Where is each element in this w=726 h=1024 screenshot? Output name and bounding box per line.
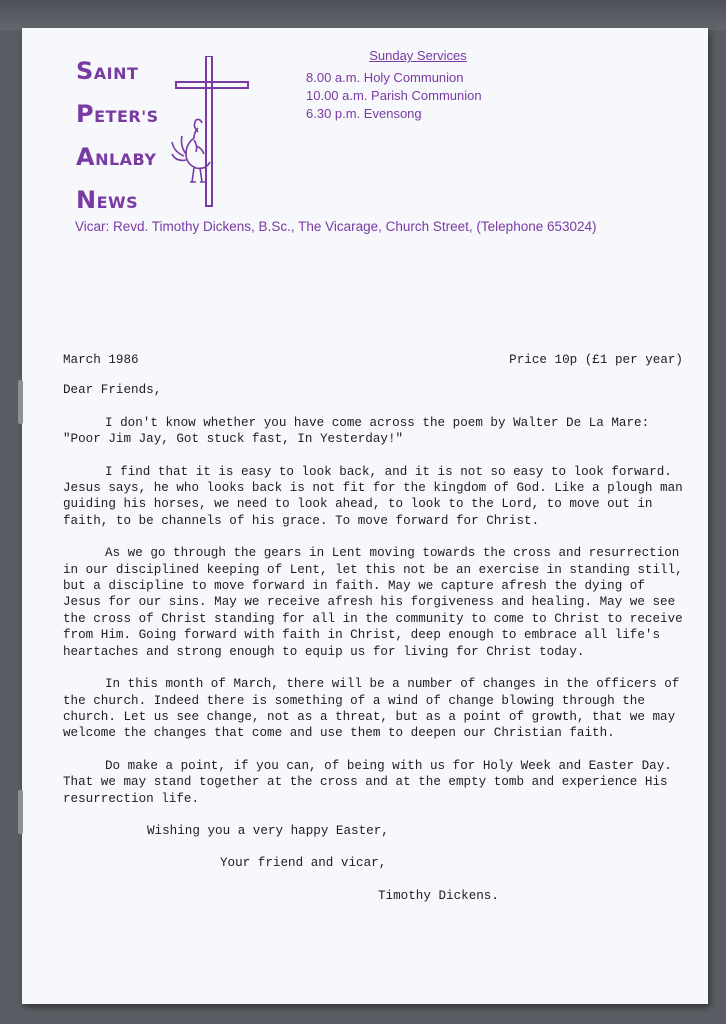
letter-paragraph: Do make a point, if you can, of being with us for Holy Week and Easter Day. That we may stand together at the cross and at the empty tomb and experience His resurrection life. [63, 758, 672, 806]
letter-paragraph: I don't know whether you have come across the poem by Walter De La Mare: "Poor Jim Jay, Got stuck fast, In Yesterday!" [63, 415, 650, 447]
letter-paragraph: I find that it is easy to look back, and it is not so easy to look forward. Jesus says, he who looks back is not fit for the kingdom of God. Like a plough man guiding his horses, we need to look ahead, to look to the Lord, to move out in faith, to be channels of his grace. To move forward for Christ. [63, 464, 683, 528]
newsletter-page [22, 28, 708, 1004]
issue-price: Price 10p (£1 per year) [509, 353, 683, 367]
masthead-line-peters: PETER'S [76, 100, 159, 128]
salutation: Dear Friends, [63, 383, 162, 398]
backdrop [0, 0, 726, 30]
staple-bottom [18, 790, 23, 834]
signature: Timothy Dickens. [378, 888, 499, 903]
letter-paragraph: As we go through the gears in Lent moving towards the cross and resurrection in our disciplined keeping of Lent, let this not be an exercise in standing still, but a discipline to move forward in faith. May we capture afresh the dying of Jesus for our sins. May we receive afresh his forgiveness and healing. May we see the cross of Christ standing for all in the community to come to Christ to receive from Him. Going forward with faith in Christ, deep enough to embrace all life's heartaches and strong enough to equip us for living for Christ today. [63, 546, 683, 659]
letter-paragraph: In this month of March, there will be a number of changes in the officers of the church. Indeed there is something of a wind of change blowing through the church. Let us see change, not as a threat, but as a point of growth, that we may welcome the changes that come and use them to deepen our Christian faith. [63, 677, 680, 741]
issue-date: March 1986 [63, 353, 139, 367]
cross-with-cockerel-icon [168, 56, 264, 212]
masthead-line-anlaby: ANLABY [76, 143, 157, 171]
closing-wish: Wishing you a very happy Easter, [147, 823, 389, 838]
service-item: 6.30 p.m. Evensong [306, 106, 422, 121]
vicar-contact-line: Vicar: Revd. Timothy Dickens, B.Sc., The Vicarage, Church Street, (Telephone 653024) [75, 219, 597, 234]
sunday-services-box [298, 48, 538, 123]
service-item: 10.00 a.m. Parish Communion [306, 88, 482, 103]
service-item: 8.00 a.m. Holy Communion [306, 70, 464, 85]
masthead-line-saint: SAINT [76, 57, 139, 85]
staple-top [18, 380, 23, 424]
letter-body [63, 352, 683, 920]
closing-sign: Your friend and vicar, [220, 856, 387, 871]
masthead-title [76, 50, 159, 222]
services-heading: Sunday Services [369, 48, 467, 63]
masthead-line-news: NEWS [76, 186, 139, 214]
dateline [63, 352, 683, 368]
